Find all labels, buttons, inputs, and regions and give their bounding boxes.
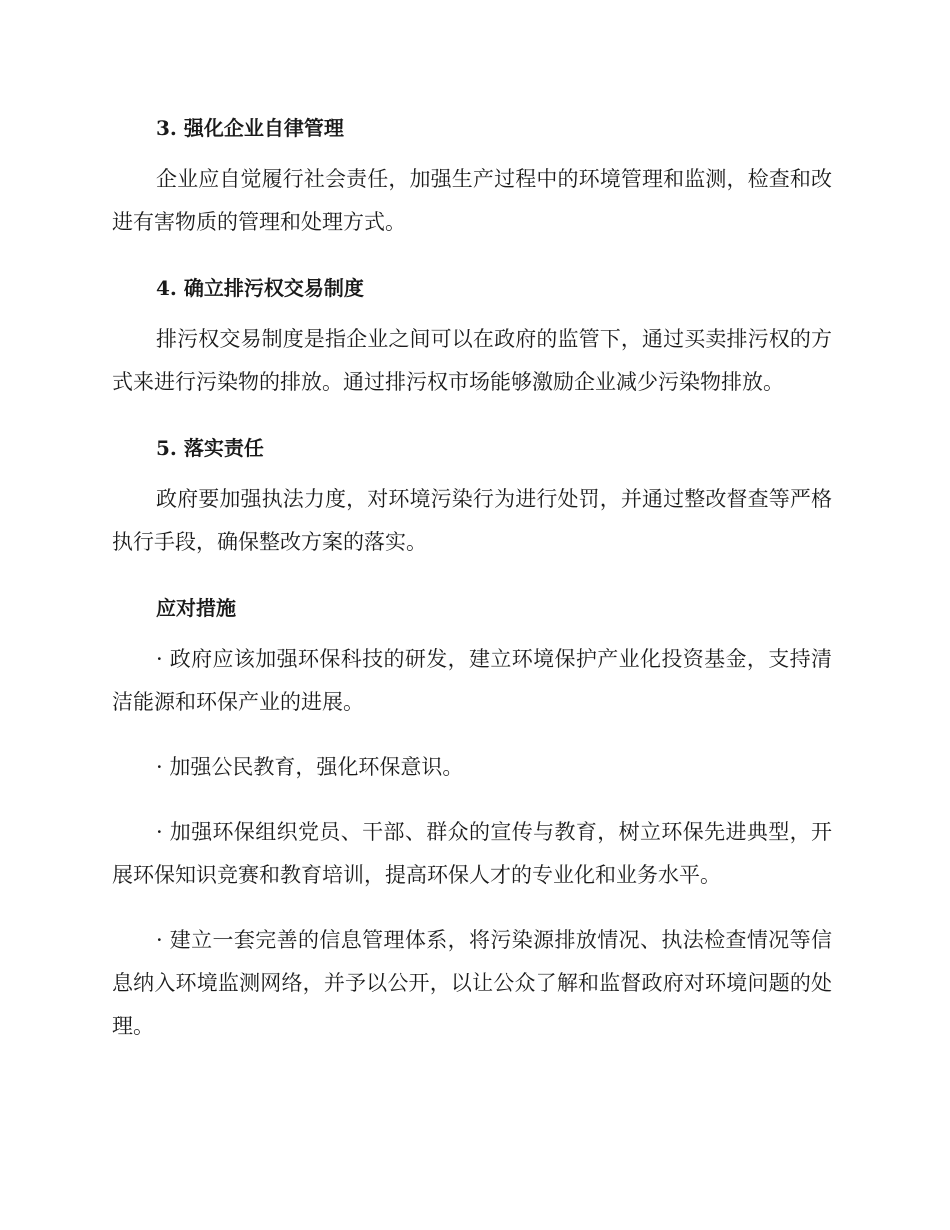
- section-heading-measures: 应对措施: [156, 596, 236, 620]
- section-heading-4: 4. 确立排污权交易制度: [156, 276, 364, 300]
- paragraph-emission-trading: 排污权交易制度是指企业之间可以在政府的监管下，通过买卖排污权的方式来进行污染物的排放。通过排污权市场能够激励企业减少污染物排放。: [112, 327, 832, 394]
- paragraph-self-regulation: 企业应自觉履行社会责任，加强生产过程中的环境管理和监测，检查和改进有害物质的管理和处理方式。: [112, 167, 832, 234]
- bullet-item-information-system: · 建立一套完善的信息管理体系，将污染源排放情况、执法检查情况等信息纳入环境监测网络，并予以公开，以让公众了解和监督政府对环境问题的处理。: [112, 928, 832, 1038]
- bullet-item-public-education: · 加强公民教育，强化环保意识。: [156, 755, 464, 779]
- bullet-item-organization-training: · 加强环保组织党员、干部、群众的宣传与教育，树立环保先进典型，开展环保知识竞赛和教育培训，提高环保人才的专业化和业务水平。: [112, 820, 832, 887]
- document-page: [112, 106, 832, 1070]
- section-heading-5: 5. 落实责任: [156, 436, 264, 460]
- bullet-item-tech-investment: · 政府应该加强环保科技的研发，建立环境保护产业化投资基金，支持清洁能源和环保产业的进展。: [112, 647, 832, 714]
- paragraph-responsibility: 政府要加强执法力度，对环境污染行为进行处罚，并通过整改督查等严格执行手段，确保整改方案的落实。: [112, 487, 832, 554]
- section-heading-3: 3. 强化企业自律管理: [156, 116, 344, 140]
